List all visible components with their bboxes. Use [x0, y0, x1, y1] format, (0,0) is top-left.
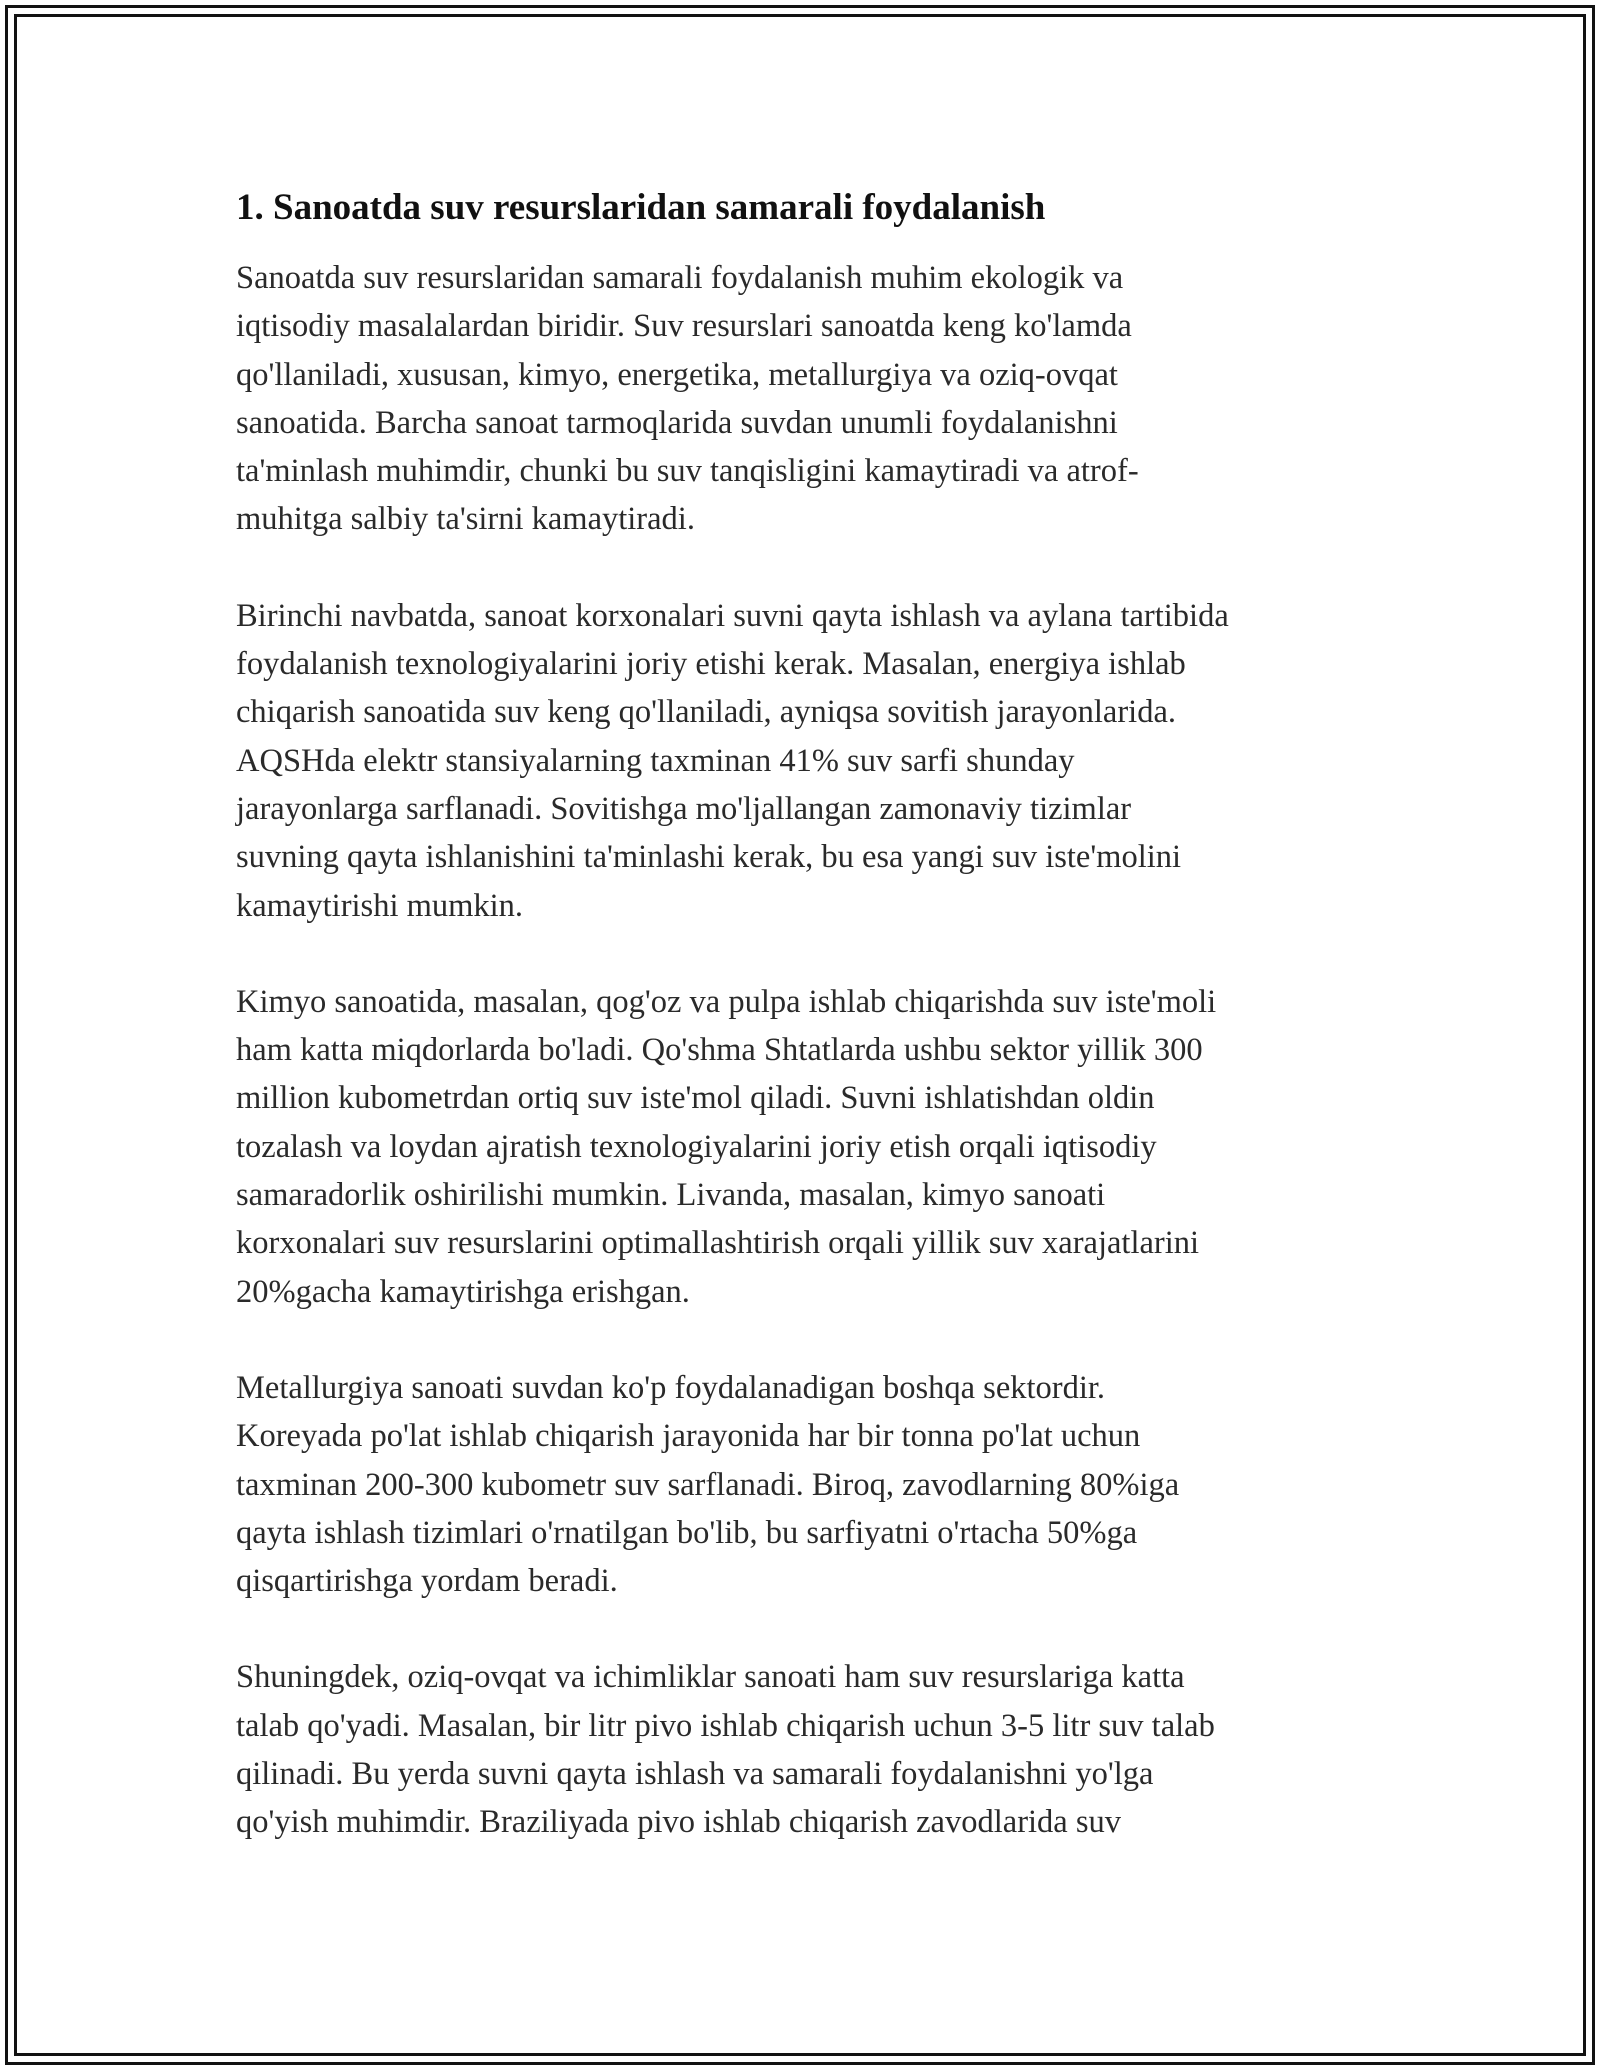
- paragraph-2: [236, 592, 1366, 930]
- text-line: samaradorlik oshirilishi mumkin. Livanda, masalan, kimyo sanoati: [236, 1177, 1106, 1214]
- paragraph-3: [236, 978, 1366, 1316]
- text-line: sanoatida. Barcha sanoat tarmoqlarida suvdan unumli foydalanishni: [236, 404, 1118, 441]
- text-line: suvning qayta ishlanishini ta'minlashi kerak, bu esa yangi suv iste'molini: [236, 839, 1182, 876]
- text-line: million kubometrdan ortiq suv iste'mol qiladi. Suvni ishlatishdan oldin: [236, 1080, 1155, 1117]
- text-line: qo'llaniladi, xususan, kimyo, energetika, metallurgiya va oziq-ovqat: [236, 356, 1118, 393]
- text-line: qisqartirishga yordam beradi.: [236, 1563, 618, 1600]
- text-line: Koreyada po'lat ishlab chiqarish jarayonida har bir tonna po'lat uchun: [236, 1418, 1141, 1455]
- text-line: iqtisodiy masalalardan biridir. Suv resurslari sanoatda keng ko'lamda: [236, 308, 1132, 345]
- text-line: qo'yish muhimdir. Braziliyada pivo ishlab chiqarish zavodlarida suv: [236, 1804, 1121, 1841]
- paragraph-4: [236, 1364, 1366, 1605]
- text-line: qilinadi. Bu yerda suvni qayta ishlash va samarali foydalanishni yo'lga: [236, 1756, 1154, 1793]
- text-line: Shuningdek, oziq-ovqat va ichimliklar sanoati ham suv resurslariga katta: [236, 1659, 1185, 1696]
- text-line: ta'minlash muhimdir, chunki bu suv tanqisligini kamaytiradi va atrof-: [236, 453, 1139, 490]
- text-line: ham katta miqdorlarda bo'ladi. Qo'shma Shtatlarda ushbu sektor yillik 300: [236, 1032, 1203, 1069]
- text-line: Sanoatda suv resurslaridan samarali foydalanish muhim ekologik va: [236, 260, 1124, 296]
- section-heading: 1. Sanoatda suv resurslaridan samarali foydalanish: [236, 187, 1046, 228]
- text-line: tozalash va loydan ajratish texnologiyalarini joriy etish orqali iqtisodiy: [236, 1128, 1157, 1165]
- text-line: taxminan 200-300 kubometr suv sarflanadi. Biroq, zavodlarning 80%iga: [236, 1466, 1180, 1503]
- text-line: korxonalari suv resurslarini optimallashtirish orqali yillik suv xarajatlarini: [236, 1225, 1200, 1262]
- text-line: 20%gacha kamaytirishga erishgan.: [236, 1273, 690, 1310]
- paragraph-container: [236, 254, 1366, 1847]
- text-line: kamaytirishi mumkin.: [236, 887, 524, 924]
- paragraph-5: [236, 1653, 1366, 1846]
- text-line: AQSHda elektr stansiyalarning taxminan 41% suv sarfi shunday: [236, 742, 1075, 779]
- text-line: Birinchi navbatda, sanoat korxonalari suvni qayta ishlash va aylana tartibida: [236, 597, 1229, 634]
- text-line: jarayonlarga sarflanadi. Sovitishga mo'ljallangan zamonaviy tizimlar: [236, 790, 1132, 827]
- text-line: qayta ishlash tizimlari o'rnatilgan bo'lib, bu sarfiyatni o'rtacha 50%ga: [236, 1514, 1138, 1551]
- text-line: chiqarish sanoatida suv keng qo'llaniladi, ayniqsa sovitish jarayonlarida.: [236, 694, 1177, 731]
- text-line: foydalanish texnologiyalarini joriy etishi kerak. Masalan, energiya ishlab: [236, 646, 1186, 683]
- text-line: Kimyo sanoatida, masalan, qog'oz va pulpa ishlab chiqarishda suv iste'moli: [236, 983, 1217, 1020]
- text-line: talab qo'yadi. Masalan, bir litr pivo ishlab chiqarish uchun 3-5 litr suv talab: [236, 1707, 1215, 1744]
- text-line: muhitga salbiy ta'sirni kamaytiradi.: [236, 501, 695, 538]
- document-body: [236, 184, 1366, 1895]
- text-line: Metallurgiya sanoati suvdan ko'p foydalanadigan boshqa sektordir.: [236, 1369, 1106, 1406]
- paragraph-1: [236, 254, 1366, 544]
